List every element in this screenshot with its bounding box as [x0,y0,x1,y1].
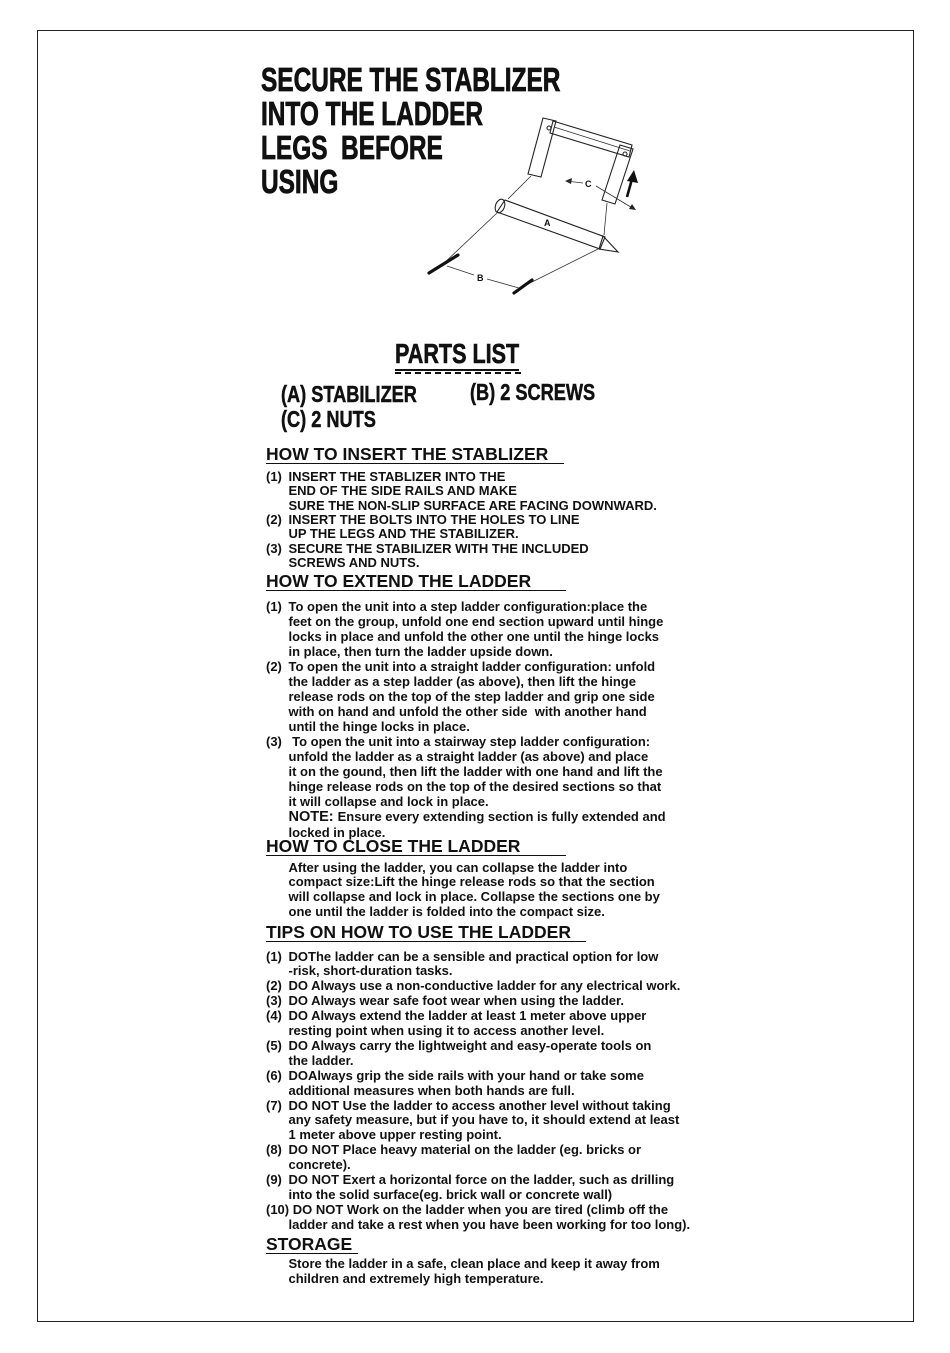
part-nuts: (C) 2 NUTS [281,406,376,432]
section-heading-insert: HOW TO INSERT THE STABLIZER [266,445,564,464]
item-text: DO NOT Exert a horizontal force on the ladder, such as drilling [288,1172,675,1188]
text-line [266,875,660,890]
item-text: any safety measure, but if you have to, it should extend at least [288,1112,680,1128]
item-text: children and extremely high temperature. [288,1270,544,1286]
item-text: concrete). [288,1157,351,1173]
text-line [266,1039,690,1054]
item-text: into the solid surface(eg. brick wall or concrete wall) [288,1187,613,1202]
title-line: USING [261,163,339,200]
label-a: A [544,218,551,228]
item-number: (3) [266,993,282,1009]
item-text: After using the ladder, you can collapse the ladder into [288,859,628,875]
item-text: DO Always carry the lightweight and easy-operate tools on [288,1037,652,1053]
item-number: (2) [266,658,282,674]
item-text: it will collapse and lock in place. [288,793,489,809]
guide-line-right [604,203,607,235]
dimension-b-line [487,279,519,288]
item-text: DOAlways grip the side rails with your hand or take some [288,1067,644,1083]
text-line [266,689,666,704]
section-heading-extend: HOW TO EXTEND THE LADDER [266,572,566,591]
item-number: (4) [266,1008,282,1024]
item-text: To open the unit into a straight ladder configuration: unfold [288,658,656,674]
item-text: locked in place. [288,824,386,840]
item-number: (1) [266,948,282,964]
label-b: B [477,273,484,283]
item-number: (3) [266,540,282,556]
section-body-storage [266,1256,660,1286]
item-text: DO Always extend the ladder at least 1 meter above upper [288,1008,647,1024]
item-text: DO NOT Place heavy material on the ladder (eg. bricks or [288,1142,642,1158]
item-number: (7) [266,1097,282,1113]
item-text: in place, then turn the ladder upside down. [288,643,553,659]
text-line [266,734,666,749]
text-line [266,861,660,876]
part-screws: (B) 2 SCREWS [470,379,596,405]
text-line [266,1173,690,1188]
item-text: ladder and take a rest when you have been working for too long). [288,1216,691,1232]
text-line [266,556,657,570]
item-number: (1) [266,598,282,614]
text-line [266,1143,690,1158]
text-line [266,719,666,734]
item-text: 1 meter above upper resting point. [288,1127,502,1143]
section-heading-storage: STORAGE [266,1235,358,1254]
item-text: Ensure every extending section is fully extended and [337,808,666,824]
stabilizer-bar [497,200,605,249]
text-line [266,994,690,1009]
text-line [266,1188,690,1203]
item-text: SURE THE NON-SLIP SURFACE ARE FACING DOWNWARD. [288,497,657,513]
text-line [266,905,660,920]
extension-line [522,249,598,287]
item-text: it on the gound, then lift the ladder with one hand and lift the [288,763,663,779]
title-line: INTO THE LADDER [261,95,484,132]
text-line [266,979,690,994]
section-body-close [266,861,660,920]
text-line [266,614,666,629]
item-number: (2) [266,511,282,527]
crossbar-inner-line [554,127,630,151]
item-text: resting point when using it to access another level. [288,1023,605,1039]
item-number: (3) [266,733,282,749]
text-line [266,950,690,965]
screw-mark [429,255,458,273]
text-line [266,644,666,659]
title-line: LEGS BEFORE [261,129,443,166]
parts-list-dashed-rule [395,372,521,374]
section-body-extend [266,599,666,840]
text-line [266,1128,690,1143]
item-text: until the hinge locks in place. [288,718,470,734]
text-line [266,1054,690,1069]
guide-line-left [508,176,531,199]
note-label: NOTE: [288,808,334,825]
label-c: C [585,179,592,189]
item-text: one until the ladder is folded into the compact size. [288,903,605,919]
item-number: (8) [266,1142,282,1158]
item-text: To open the unit into a step ladder configuration:place the [288,598,648,614]
text-line [266,1009,690,1024]
item-number: (5) [266,1037,282,1053]
item-text: SECURE THE STABILIZER WITH THE INCLUDED [288,540,589,556]
text-line [266,599,666,614]
stabilizer-assembly-diagram [420,110,650,302]
text-line [266,513,657,527]
item-text: UP THE LEGS AND THE STABILIZER. [288,526,519,542]
text-line [266,1024,690,1039]
section-heading-tips: TIPS ON HOW TO USE THE LADDER [266,923,586,942]
text-line [266,499,657,513]
item-text: DO Always use a non-conductive ladder for any electrical work. [288,978,681,994]
text-line [266,527,657,541]
item-number: (1) [266,469,282,484]
item-number: (2) [266,978,282,994]
item-text: will collapse and lock in place. Collapse the sections one by [288,889,660,905]
text-line [266,1218,690,1233]
item-text: unfold the ladder as a straight ladder (as above) and place [288,748,649,764]
item-text: compact size:Lift the hinge release rods so that the section [288,874,655,890]
text-line [266,779,666,794]
item-text: release rods on the top of the step ladder and grip one side [288,688,655,704]
text-line [266,470,657,484]
text-line [266,542,657,556]
item-text: DO NOT Work on the ladder when you are tired (climb off the [289,1201,669,1217]
item-text: To open the unit into a stairway step ladder configuration: [288,733,651,749]
text-line [266,629,666,644]
text-line [266,809,666,825]
text-line [266,484,657,498]
item-text: the ladder as a step ladder (as above), then lift the hinge [288,673,636,689]
item-text: additional measures when both hands are full. [288,1082,575,1098]
item-text: SCREWS AND NUTS. [288,554,420,570]
text-line [266,674,666,689]
item-number: (9) [266,1172,282,1188]
item-text: Store the ladder in a safe, clean place and keep it away from [288,1255,660,1271]
text-line [266,1113,690,1128]
item-text: with on hand and unfold the other side with another hand [288,703,647,719]
text-line [266,704,666,719]
parts-list-heading: PARTS LIST [395,338,520,369]
item-text: the ladder. [288,1052,354,1068]
screw-mark [514,280,532,293]
title-line: SECURE THE STABLIZER [261,61,561,98]
item-text: DO Always wear safe foot wear when using the ladder. [288,993,624,1009]
arrow-up-icon [627,170,638,183]
text-line [266,794,666,809]
text-line [266,1158,690,1173]
item-text: hinge release rods on the top of the desired sections so that [288,778,662,794]
item-number: (10) [266,1201,290,1217]
text-line [266,1069,690,1084]
item-text: INSERT THE STABLIZER INTO THE [288,469,506,484]
text-line [266,964,690,979]
item-text: DOThe ladder can be a sensible and practical option for low [288,948,659,964]
item-text: END OF THE SIDE RAILS AND MAKE [288,483,517,499]
section-body-insert [266,470,657,570]
text-line [266,659,666,674]
item-text: INSERT THE BOLTS INTO THE HOLES TO LINE [288,511,580,527]
text-line [266,1203,690,1218]
item-text: -risk, short-duration tasks. [288,963,453,979]
text-line [266,1256,660,1271]
text-line [266,1084,690,1099]
text-line [266,1099,690,1114]
part-stabilizer: (A) STABILIZER [281,381,417,407]
text-line [266,749,666,764]
left-leg-hole [547,126,551,130]
section-body-tips [266,950,690,1233]
section-heading-close: HOW TO CLOSE THE LADDER [266,837,566,856]
text-line [266,764,666,779]
text-line [266,1271,660,1286]
text-line [266,890,660,905]
item-text: locks in place and unfold the other one until the hinge locks [288,628,660,644]
item-text: feet on the group, unfold one end section upward until hinge [288,613,664,629]
extension-line [441,213,497,266]
item-text: DO NOT Use the ladder to access another level without taking [288,1097,671,1113]
item-number: (6) [266,1067,282,1083]
dimension-b-line [447,266,474,275]
